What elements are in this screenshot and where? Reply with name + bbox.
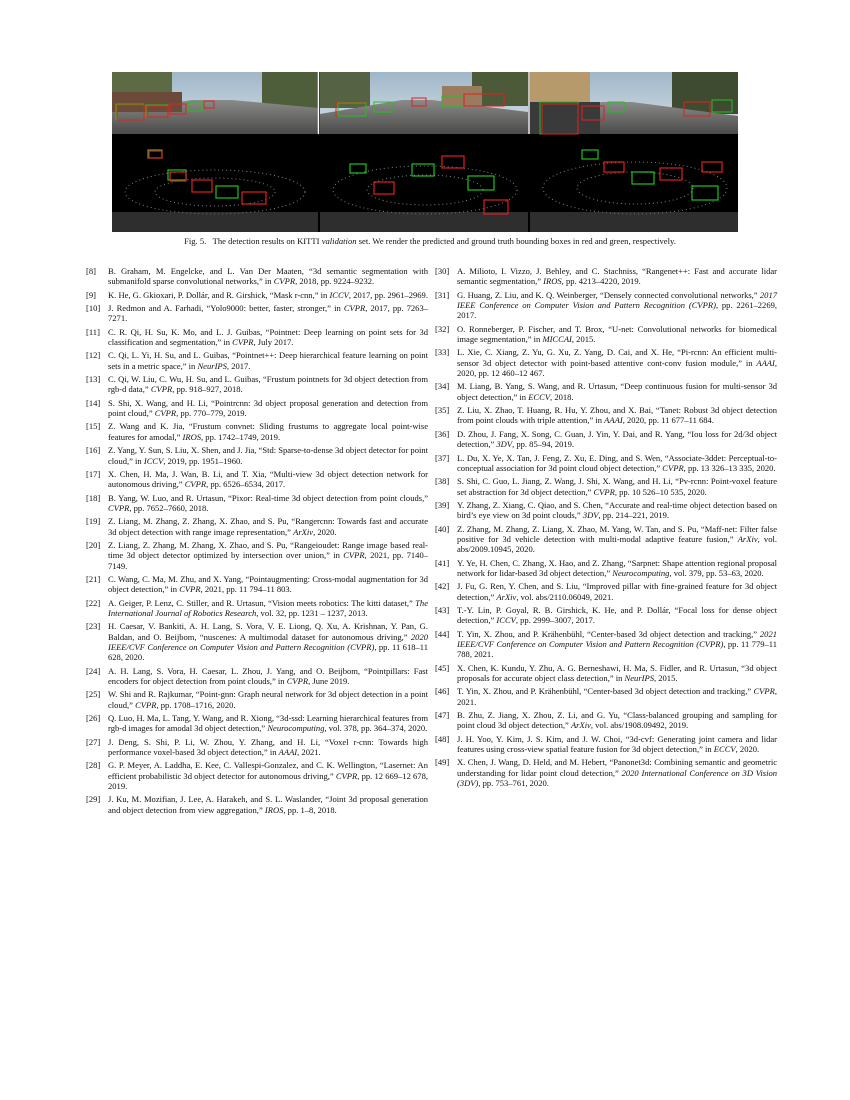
reference-number: [32] (435, 323, 450, 334)
reference-item (435, 266, 777, 287)
reference-number: [46] (435, 686, 450, 697)
reference-item (435, 476, 777, 497)
reference-venue: NeurIPS (197, 360, 227, 371)
reference-venue: CVPR (135, 699, 157, 710)
reference-number: [39] (435, 499, 450, 510)
reference-venue: CVPR (232, 337, 254, 348)
reference-venue: Neurocomputing (612, 567, 670, 578)
reference-text: J. Ku, M. Mozifian, J. Lee, A. Harakeh, and S. L. Waslander, “Joint 3d proposal generation and object detection from view aggregation,” (108, 794, 428, 815)
reference-item (435, 381, 777, 402)
reference-details: , pp. 85–94, 2019. (512, 439, 575, 450)
reference-item (86, 794, 428, 815)
reference-number: [31] (435, 289, 450, 300)
reference-details: , 2018, pp. 9224–9232. (295, 276, 375, 287)
reference-text: A. Milioto, I. Vizzo, J. Behley, and C. Stachniss, “Rangenet++: Fast and accurate lidar semantic segmentation,” (457, 266, 777, 287)
reference-details: , 2021, pp. 11 794–11 803. (200, 584, 292, 595)
reference-details: , 2021, pp. 7140–7149. (108, 550, 429, 571)
reference-details: , pp. 6526–6534, 2017. (206, 479, 286, 490)
reference-venue: ArXiv (293, 526, 314, 537)
reference-venue: MICCAI (542, 334, 572, 345)
reference-text: X. Chen, H. Ma, J. Wan, B. Li, and T. Xia, “Multi-view 3d object detection network for autonomous driving,” (108, 468, 428, 490)
reference-item (435, 453, 777, 474)
reference-venue: 3DV (496, 439, 513, 450)
reference-text: B. Zhu, Z. Jiang, X. Zhou, Z. Li, and G. Yu, “Class-balanced grouping and sampling for point cloud 3d object detection,” (457, 710, 777, 731)
reference-venue: ArXiv (496, 591, 517, 602)
reference-number: [22] (86, 597, 101, 608)
camera-view-1 (112, 72, 318, 134)
reference-venue: CVPR (184, 479, 207, 490)
reference-details: , 2020. (313, 526, 337, 537)
reference-item (86, 574, 428, 595)
reference-venue: CVPR (286, 676, 309, 687)
reference-text: S. Shi, C. Guo, L. Jiang, Z. Wang, J. Shi, X. Wang, and H. Li, “Pv-rcnn: Point-voxel feature set abstraction for 3d object detection,” (457, 476, 777, 497)
detection-results-image (112, 72, 738, 232)
reference-item (435, 734, 777, 755)
reference-number: [17] (86, 468, 101, 479)
reference-number: [13] (86, 374, 101, 385)
reference-number: [12] (86, 350, 101, 361)
reference-item (86, 621, 428, 662)
references-left-column (86, 266, 428, 818)
caption-label: Fig. 5. (184, 236, 207, 246)
reference-number: [49] (435, 757, 450, 768)
reference-venue: NeurIPS (624, 673, 654, 684)
reference-details: , vol. 32, pp. 1231 – 1237, 2013. (256, 607, 368, 618)
reference-item (86, 737, 428, 758)
reference-item (86, 469, 428, 490)
reference-number: [41] (435, 557, 450, 568)
reference-venue: IROS (182, 431, 202, 442)
reference-item (86, 713, 428, 734)
reference-details: , 2017, pp. 7263–7271. (108, 303, 429, 324)
reference-details: , 2017, pp. 2961–2969. (348, 289, 428, 300)
reference-details: , 2017. (226, 360, 251, 371)
reference-details: , 2020, pp. 12 460–12 467. (457, 357, 777, 379)
reference-details: , pp. 1708–1716, 2020. (156, 699, 236, 710)
camera-view-3 (530, 72, 738, 134)
reference-venue: ECCV (713, 744, 736, 755)
reference-item (435, 581, 777, 602)
reference-item (86, 598, 428, 619)
reference-text: T. Yin, X. Zhou, and P. Krähenbühl, “Center-based 3d object detection and tracking,” (457, 628, 760, 639)
reference-venue: CVPR (662, 462, 684, 473)
reference-text: A. Geiger, P. Lenz, C. Stiller, and R. Urtasun, “Vision meets robotics: The kitti dataset,” (108, 597, 416, 608)
reference-text: L. Xie, C. Xiang, Z. Yu, G. Xu, Z. Yang, D. Cai, and X. He, “Pi-rcnn: An efficient multi-sensor 3d object detector with point-based attentive cont-conv fusion module,” in (457, 347, 777, 368)
reference-text: H. Caesar, V. Bankiti, A. H. Lang, S. Vora, V. E. Liong, Q. Xu, A. Krishnan, Y. Pan, G. Baldan, and O. Beijbom, “nuscenes: A multimodal dataset for autonomous driving,” (108, 621, 428, 642)
reference-text: W. Shi and R. Rajkumar, “Point-gnn: Graph neural network for 3d object detection in a point cloud,” (108, 689, 428, 710)
reference-details: , 2020. (735, 744, 760, 755)
reference-item (435, 405, 777, 426)
reference-venue: CVPR (154, 408, 177, 419)
reference-number: [14] (86, 397, 101, 408)
reference-number: [34] (435, 381, 450, 392)
reference-details: , 2015. (653, 673, 678, 684)
reference-text: Z. Liang, Z. Zhang, M. Zhang, X. Zhao, and S. Pu, “Rangeioudet: Range image based real-time 3d object detector optimized by intersection over union,” in (108, 539, 428, 561)
reference-number: [27] (86, 736, 101, 747)
reference-text: B. Graham, M. Engelcke, and L. Van Der Maaten, “3d semantic segmentation with submanifold sparse convolutional networks,” in (108, 266, 428, 287)
reference-item (86, 493, 428, 514)
reference-number: [47] (435, 710, 450, 721)
reference-text: A. H. Lang, S. Vora, H. Caesar, L. Zhou, J. Yang, and O. Beijbom, “Pointpillars: Fast encoders for object detection from point clouds,” in (108, 665, 428, 687)
reference-number: [30] (435, 266, 450, 276)
reference-number: [28] (86, 760, 101, 771)
reference-text: S. Shi, X. Wang, and H. Li, “Pointrcnn: 3d object proposal generation and detection from point cloud,” (108, 397, 428, 419)
reference-venue: CVPR (343, 303, 366, 314)
reference-text: X. Chen, K. Kundu, Y. Zhu, A. G. Berneshawi, H. Ma, S. Fidler, and R. Urtasun, “3d object proposals for accurate object class detection,” in (457, 662, 777, 684)
reference-number: [23] (86, 621, 101, 632)
reference-text: J. Redmon and A. Farhadi, “Yolo9000: better, faster, stronger,” in (108, 303, 344, 314)
reference-venue: ArXiv (737, 533, 758, 544)
reference-text: D. Zhou, J. Fang, X. Song, C. Guan, J. Yin, Y. Dai, and R. Yang, “Iou loss for 2d/3d object detection,” (457, 428, 777, 450)
reference-details: , pp. 2999–3007, 2017. (515, 615, 595, 626)
reference-item (86, 689, 428, 710)
reference-venue: IROS (264, 804, 284, 815)
reference-item (86, 398, 428, 419)
reference-number: [33] (435, 347, 450, 358)
reference-number: [11] (86, 326, 100, 337)
reference-details: , pp. 11 618–11 628, 2020. (108, 642, 428, 663)
reference-text: Z. Zhang, M. Zhang, Z. Liang, X. Zhao, M. Yang, W. Tan, and S. Pu, “Maff-net: Filter false positive for 3d vehicle detection with multi-modal adaptive feature fusion,” (457, 523, 777, 544)
reference-number: [26] (86, 713, 101, 724)
reference-venue: ICCV (143, 455, 164, 466)
reference-number: [25] (86, 689, 101, 700)
reference-item (86, 666, 428, 687)
reference-details: , 2021. (457, 686, 777, 707)
reference-item (86, 266, 428, 287)
reference-text: J. Deng, S. Shi, P. Li, W. Zhou, Y. Zhang, and H. Li, “Voxel r-cnn: Towards high performance voxel-based 3d object detection,” in (108, 736, 428, 758)
reference-text: T. Yin, X. Zhou, and P. Krähenbühl, “Center-based 3d object detection and tracking,” (457, 686, 754, 697)
reference-details: , pp. 1–8, 2018. (283, 804, 337, 815)
reference-details: , pp. 753–761, 2020. (478, 778, 549, 789)
reference-details: , pp. 770–779, 2019. (176, 408, 247, 419)
reference-number: [18] (86, 492, 101, 503)
reference-text: X. Chen, J. Wang, D. Held, and M. Hebert, “Panonet3d: Combining semantic and geometric understanding for lidar point cloud detection,” (457, 757, 777, 778)
reference-venue: ICCV (329, 289, 349, 300)
reference-details: , pp. 918–927, 2018. (172, 384, 243, 395)
reference-item (435, 500, 777, 521)
reference-number: [20] (86, 539, 101, 550)
reference-venue: ECCV (528, 391, 551, 402)
reference-item (86, 350, 428, 371)
reference-item (435, 629, 777, 660)
reference-venue: ArXiv (570, 720, 591, 731)
reference-item (86, 445, 428, 466)
reference-venue: The International Journal of Robotics Research (108, 597, 428, 618)
reference-details: , 2021. (297, 747, 321, 758)
reference-venue: 2020 IEEE/CVF Conference on Computer Vision and Pattern Recognition (CVPR) (108, 631, 428, 652)
reference-text: K. He, G. Gkioxari, P. Dollár, and R. Girshick, “Mask r-cnn,” in (108, 289, 330, 300)
reference-item (435, 324, 777, 345)
reference-details: , pp. 214–221, 2019. (598, 510, 669, 521)
reference-venue: CVPR (335, 770, 358, 781)
reference-details: , vol. abs/2110.06049, 2021. (516, 591, 614, 602)
reference-text: Z. Liu, X. Zhao, T. Huang, R. Hu, Y. Zhou, and X. Bai, “Tanet: Robust 3d object detection from point clouds with triple attention,” in (457, 405, 777, 426)
reference-text: C. Wang, C. Ma, M. Zhu, and X. Yang, “Pointaugmenting: Cross-modal augmentation for 3d object detection,” in (108, 573, 428, 595)
reference-item (435, 524, 777, 555)
reference-text: G. P. Meyer, A. Laddha, E. Kee, C. Vallespi-Gonzalez, and C. K. Wellington, “Lasernet: An efficient probabilistic 3d object detector for autonomous driving,” (108, 760, 428, 781)
reference-number: [9] (86, 289, 96, 300)
reference-venue: CVPR (179, 584, 201, 595)
reference-details: , pp. 13 326–13 335, 2020. (683, 462, 776, 473)
reference-venue: ICCV (496, 615, 516, 626)
reference-number: [42] (435, 581, 450, 592)
reference-item (435, 290, 777, 321)
reference-venue: 2021 IEEE/CVF Conference on Computer Vision and Pattern Recognition (CVPR) (457, 628, 777, 649)
reference-venue: Neurocomputing (267, 723, 325, 734)
reference-text: Z. Wang and K. Jia, “Frustum convnet: Sliding frustums to aggregate local point-wise features for amodal,” (108, 421, 428, 442)
reference-number: [15] (86, 421, 101, 432)
reference-venue: CVPR (753, 686, 775, 697)
reference-number: [10] (86, 303, 101, 314)
reference-text: Z. Yang, Y. Sun, S. Liu, X. Shen, and J. Jia, “Std: Sparse-to-dense 3d object detector for point cloud,” in (108, 445, 428, 466)
reference-item (86, 421, 428, 442)
detection-results-figure (112, 72, 738, 232)
reference-text: O. Ronneberger, P. Fischer, and T. Brox, “U-net: Convolutional networks for biomedical image segmentation,” in (457, 323, 777, 345)
reference-details: , vol. abs/1908.09492, 2019. (590, 720, 689, 731)
reference-details: , pp. 12 669–12 678, 2019. (108, 770, 428, 792)
reference-venue: AAAI (604, 415, 623, 426)
reference-text: Y. Zhang, Z. Xiang, C. Qiao, and S. Chen, “Accurate and real-time object detection based on bird’s eye view on 3d point clouds,” (457, 499, 777, 521)
caption-text: The detection results on KITTI (212, 236, 320, 246)
reference-item (86, 374, 428, 395)
reference-item (435, 686, 777, 707)
reference-text: B. Yang, W. Luo, and R. Urtasun, “Pixor: Real-time 3d object detection from point clouds,” (108, 492, 428, 503)
reference-item (435, 605, 777, 626)
reference-details: , 2019, pp. 1951–1960. (163, 455, 243, 466)
reference-text: Z. Liang, M. Zhang, Z. Zhang, X. Zhao, and S. Pu, “Rangercnn: Towards fast and accurate 3d object detection with range image representation,” (108, 516, 428, 537)
reference-text: M. Liang, B. Yang, S. Wang, and R. Urtasun, “Deep continuous fusion for multi-sensor 3d object detection,” in (457, 381, 777, 402)
reference-number: [44] (435, 628, 450, 639)
reference-number: [43] (435, 604, 450, 615)
reference-details: , pp. 2261–2269, 2017. (457, 300, 778, 321)
reference-text: J. H. Yoo, Y. Kim, J. S. Kim, and J. W. Choi, “3d-cvf: Generating joint camera and lidar features using cross-view spatial feature fusion for 3d object detection,” in (457, 733, 777, 755)
caption-italic: validation (321, 236, 357, 246)
reference-number: [16] (86, 445, 101, 456)
reference-text: Y. Ye, H. Chen, C. Zhang, X. Hao, and Z. Zhang, “Sarpnet: Shape attention regional proposal network for lidar-based 3d object detection,” (457, 557, 777, 578)
reference-item (435, 663, 777, 684)
reference-number: [21] (86, 573, 101, 584)
reference-venue: CVPR (593, 486, 615, 497)
reference-item (86, 516, 428, 537)
reference-text: C. Qi, L. Yi, H. Su, and L. Guibas, “Pointnet++: Deep hierarchical feature learning on point sets in a metric space,” in (108, 350, 428, 371)
reference-details: , vol. abs/2009.10945, 2020. (457, 533, 777, 555)
reference-item (86, 303, 428, 324)
reference-text: G. Huang, Z. Liu, and K. Q. Weinberger, “Densely connected convolutional networks,” (457, 289, 760, 300)
reference-venue: AAAI (756, 357, 775, 368)
reference-venue: 2020 International Conference on 3D Vision (3DV) (457, 767, 778, 789)
reference-details: , pp. 1742–1749, 2019. (201, 431, 281, 442)
reference-item (86, 760, 428, 791)
reference-venue: IROS (543, 276, 562, 287)
reference-number: [8] (86, 266, 96, 276)
reference-details: , July 2017. (253, 337, 294, 348)
reference-item (435, 710, 777, 731)
reference-item (86, 290, 428, 300)
reference-item (86, 540, 428, 571)
reference-details: , pp. 10 526–10 535, 2020. (614, 486, 707, 497)
reference-item (435, 558, 777, 579)
reference-item (86, 327, 428, 348)
reference-text: C. Qi, W. Liu, C. Wu, H. Su, and L. Guibas, “Frustum pointnets for 3d object detection from rgb-d data,” (108, 374, 428, 395)
reference-venue: CVPR (150, 384, 173, 395)
reference-details: , 2018. (550, 391, 574, 402)
reference-number: [40] (435, 523, 450, 534)
reference-details: , vol. 379, pp. 53–63, 2020. (669, 567, 764, 578)
reference-venue: 3DV (582, 510, 599, 521)
reference-details: , vol. 378, pp. 364–374, 2020. (324, 723, 428, 734)
reference-number: [19] (86, 516, 101, 527)
reference-item (435, 757, 777, 788)
reference-venue: CVPR (273, 276, 296, 287)
reference-details: , 2015. (571, 334, 596, 345)
figure-caption (90, 236, 770, 247)
reference-item (435, 429, 777, 450)
reference-details: , pp. 7652–7660, 2018. (129, 502, 209, 513)
reference-details: , 2020, pp. 11 677–11 684. (622, 415, 714, 426)
reference-text: C. R. Qi, H. Su, K. Mo, and L. J. Guibas, “Pointnet: Deep learning on point sets for 3d classification and segmentation,” in (108, 326, 428, 348)
reference-item (435, 347, 777, 378)
reference-venue: CVPR (108, 502, 130, 513)
caption-text-2: set. We render the predicted and ground truth bounding boxes in red and green, respectively. (358, 236, 676, 246)
reference-number: [24] (86, 665, 101, 676)
reference-details: , pp. 11 779–11 788, 2021. (457, 639, 777, 660)
reference-number: [37] (435, 452, 450, 463)
reference-venue: 2017 IEEE Conference on Computer Vision and Pattern Recognition (CVPR) (457, 289, 777, 311)
reference-text: T.-Y. Lin, P. Goyal, R. B. Girshick, K. He, and P. Dollár, “Focal loss for dense object detection,” (457, 604, 777, 626)
reference-number: [45] (435, 662, 450, 673)
reference-number: [38] (435, 476, 450, 487)
reference-venue: AAAI (278, 747, 298, 758)
reference-text: Q. Luo, H. Ma, L. Tang, Y. Wang, and R. Xiong, “3d-ssd: Learning hierarchical features from rgb-d images for amodal 3d object detection,” (108, 713, 429, 734)
reference-text: L. Du, X. Ye, X. Tan, J. Feng, Z. Xu, E. Ding, and S. Wen, “Associate-3ddet: Perceptual-to-conceptual association for 3d point cloud object detection,” (457, 452, 777, 473)
reference-number: [35] (435, 405, 450, 416)
reference-venue: CVPR (343, 550, 365, 561)
reference-details: , pp. 4213–4220, 2019. (561, 276, 641, 287)
reference-number: [29] (86, 794, 101, 805)
reference-details: , June 2019. (308, 676, 350, 687)
reference-text: J. Fu, G. Ren, Y. Chen, and S. Liu, “Improved pillar with fine-grained feature for 3d object detection,” (457, 581, 777, 602)
references-right-column (435, 266, 777, 791)
reference-number: [48] (435, 733, 450, 744)
reference-number: [36] (435, 428, 450, 439)
